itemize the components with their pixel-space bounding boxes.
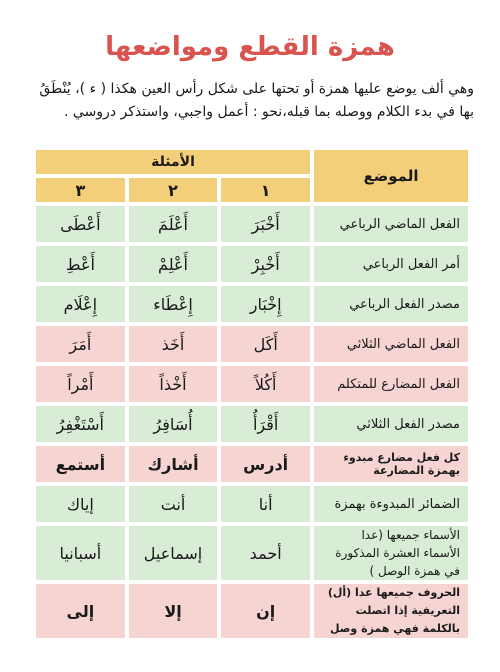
example-3: أَمْراً bbox=[36, 366, 125, 402]
example-1: أَخْبَرَ bbox=[221, 206, 310, 242]
header-topic: الموضع bbox=[314, 150, 468, 202]
page-title: همزة القطع ومواضعها bbox=[105, 32, 395, 62]
row-topic: الحروف جميعها عدا (أل) التعريفية إذا اتصلت بالكلمة فهي همزة وصل bbox=[314, 584, 468, 638]
row-topic: الفعل الماضي الثلاثي bbox=[314, 326, 468, 362]
example-2: أنت bbox=[129, 486, 218, 522]
example-3: أستمع bbox=[36, 446, 125, 482]
example-1: أدرس bbox=[221, 446, 310, 482]
example-2: أَعْلَمَ bbox=[129, 206, 218, 242]
example-2: أَعْلِمْ bbox=[129, 246, 218, 282]
example-2: إسماعيل bbox=[129, 526, 218, 580]
table-row bbox=[36, 526, 468, 580]
example-2: أُسَافِرُ bbox=[129, 406, 218, 442]
example-2: إلا bbox=[129, 584, 218, 638]
example-3: إياك bbox=[36, 486, 125, 522]
header-col-3: ٣ bbox=[36, 178, 125, 202]
row-topic: مصدر الفعل الرباعي bbox=[314, 286, 468, 322]
table-row bbox=[36, 366, 468, 402]
example-3: أَعْطِ bbox=[36, 246, 125, 282]
header-col-1: ١ bbox=[221, 178, 310, 202]
row-topic: الضمائر المبدوءة بهمزة bbox=[314, 486, 468, 522]
example-2: أشارك bbox=[129, 446, 218, 482]
table-row bbox=[36, 286, 468, 322]
table-row bbox=[36, 406, 468, 442]
example-1: أَقْرَأُ bbox=[221, 406, 310, 442]
example-1: إن bbox=[221, 584, 310, 638]
row-topic: كل فعل مضارع مبدوء بهمزة المضارعة bbox=[314, 446, 468, 482]
row-topic: مصدر الفعل الثلاثي bbox=[314, 406, 468, 442]
row-topic: الأسماء جميعها (عدا الأسماء العشرة المذكورة في همزة الوصل ) bbox=[314, 526, 468, 580]
table-row bbox=[36, 486, 468, 522]
examples-table bbox=[32, 146, 472, 642]
row-topic: الفعل المضارع للمتكلم bbox=[314, 366, 468, 402]
header-examples: الأمثلة bbox=[36, 150, 310, 174]
row-topic: أمر الفعل الرباعي bbox=[314, 246, 468, 282]
table-row bbox=[36, 326, 468, 362]
example-1: أَكُلاً bbox=[221, 366, 310, 402]
table-row bbox=[36, 446, 468, 482]
table-row bbox=[36, 584, 468, 638]
header-col-2: ٢ bbox=[129, 178, 218, 202]
row-topic: الفعل الماضي الرباعي bbox=[314, 206, 468, 242]
table-row bbox=[36, 206, 468, 242]
table-row bbox=[36, 246, 468, 282]
example-2: إِعْطَاء bbox=[129, 286, 218, 322]
example-3: أَسْتَغْفِرُ bbox=[36, 406, 125, 442]
example-1: أنا bbox=[221, 486, 310, 522]
example-1: أحمد bbox=[221, 526, 310, 580]
example-2: أَخْذاً bbox=[129, 366, 218, 402]
example-3: أَعْطَى bbox=[36, 206, 125, 242]
example-1: أَكَل bbox=[221, 326, 310, 362]
example-3: أسبانيا bbox=[36, 526, 125, 580]
example-3: أَمَرَ bbox=[36, 326, 125, 362]
intro-paragraph: وهي ألف يوضع عليها همزة أو تحتها على شكل رأس العين هكذا ( ء )، يُنْطَقُ بها في بدء الكلام ووصله بما قبله،نحو : أعمل واجبي، واستذكر دروسي . bbox=[39, 81, 474, 120]
example-3: إلى bbox=[36, 584, 125, 638]
example-1: أَخْبِرْ bbox=[221, 246, 310, 282]
example-1: إِخْبَار bbox=[221, 286, 310, 322]
example-2: أَخَذ bbox=[129, 326, 218, 362]
example-3: إِعْلَام bbox=[36, 286, 125, 322]
